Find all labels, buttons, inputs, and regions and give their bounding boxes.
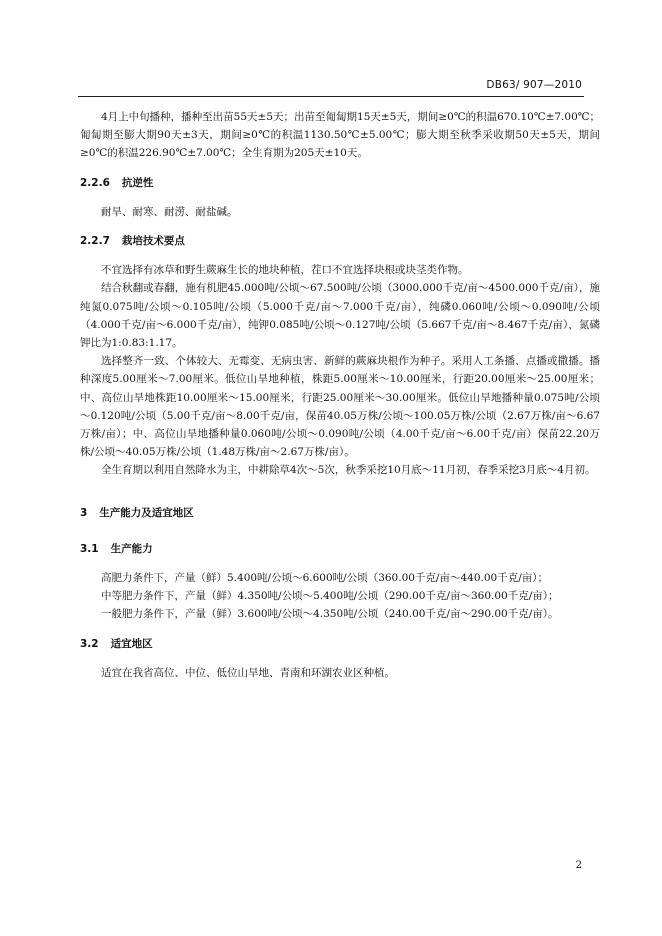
section-3-2-heading	[80, 635, 600, 653]
section-number: 3	[80, 506, 88, 519]
sowing-paragraph: 选择整齐一致、个体较大、无霉变、无病虫害、新鲜的蕨麻块根作为种子。采用人工条播、点播或撒播。播种深度5.00厘米～7.00厘米。低位山旱地种植，株距5.00厘米～10.00厘米，行距20.00厘米～25.00厘米；中、高位山旱地株距10.00厘米～15.00厘米，行距25.00厘米～30.00厘米。低位山旱地播种量0.075吨/公顷～0.120吨/公顷（5.00千克/亩～8.00千克/亩，保苗40.05万株/公顷～100.05万株/公顷（2.67万株/亩～6.67万株/亩）；中、高位山旱地播种量0.060吨/公顷～0.090吨/公顷（4.00千克/亩～6.00千克/亩）保苗22.20万株/公顷～40.05万株/公顷（1.48万株/亩～2.67万株/亩）。	[80, 355, 600, 459]
section-number: 2.2.7	[80, 235, 110, 248]
plot-selection-paragraph: 不宜选择有冰草和野生蕨麻生长的地块种植，茬口不宜选择块根或块茎类作物。	[101, 264, 469, 277]
section-2-2-7-heading	[80, 232, 600, 250]
growth-period-paragraph: 4月上中旬播种，播种至出苗55天±5天；出苗至匍匐期15天±5天，期间≥0℃的积温670.10℃±7.00℃；匍匐期至膨大期90天±3天，期间≥0℃的积温1130.50℃±5.00℃；膨大期至秋季采收期50天±5天，期间≥0℃的积温226.90℃±7.00℃；全生育期为205天±10天。	[80, 111, 600, 160]
header-divider	[78, 96, 584, 97]
suitable-area-paragraph: 适宜在我省高位、中位、低位山旱地、青南和环湖农业区种植。	[101, 666, 395, 679]
section-title: 生产能力	[110, 542, 153, 555]
section-title: 生产能力及适宜地区	[99, 506, 194, 519]
section-3-1-heading	[80, 540, 600, 558]
section-title: 栽培技术要点	[121, 235, 185, 248]
section-title: 抗逆性	[121, 176, 154, 189]
yield-low-fertility: 一般肥力条件下，产量（鲜）3.600吨/公顷～4.350吨/公顷（240.00千克/亩～290.00千克/亩）。	[101, 608, 559, 621]
section-title: 适宜地区	[110, 637, 153, 650]
fertilization-paragraph: 结合秋翻或春翻，施有机肥45.000吨/公顷～67.500吨/公顷（3000.000千克/亩～4500.000千克/亩），施纯氮0.075吨/公顷～0.105吨/公顷（5.000千克/亩～7.000千克/亩），纯磷0.060吨/公顷～0.090吨/公顷（4.000千克/亩～6.000千克/亩），纯钾0.085吨/公顷～0.127吨/公顷（5.667千克/亩～8.467千克/亩），氮磷钾比为1:0.83:1.17。	[80, 282, 600, 350]
section-2-2-6-heading	[80, 174, 600, 192]
section-3-heading	[80, 504, 600, 522]
yield-medium-fertility: 中等肥力条件下，产量（鲜）4.350吨/公顷～5.400吨/公顷（290.00千克/亩～360.00千克/亩）；	[101, 590, 559, 603]
section-number: 3.2	[80, 637, 99, 650]
document-code: DB63/ 907—2010	[486, 79, 582, 91]
yield-high-fertility: 高肥力条件下，产量（鲜）5.400吨/公顷～6.600吨/公顷（360.00千克/亩～440.00千克/亩）；	[101, 572, 548, 585]
section-number: 2.2.6	[80, 176, 110, 189]
stress-resistance-paragraph: 耐旱、耐寒、耐涝、耐盐碱。	[101, 205, 238, 218]
field-management-paragraph: 全生育期以利用自然降水为主，中耕除草4次～5次，秋季采挖10月底～11月初，春季采挖3月底～4月初。	[101, 464, 596, 477]
page-body	[80, 108, 600, 682]
section-number: 3.1	[80, 542, 99, 555]
page-number: 2	[575, 860, 582, 871]
